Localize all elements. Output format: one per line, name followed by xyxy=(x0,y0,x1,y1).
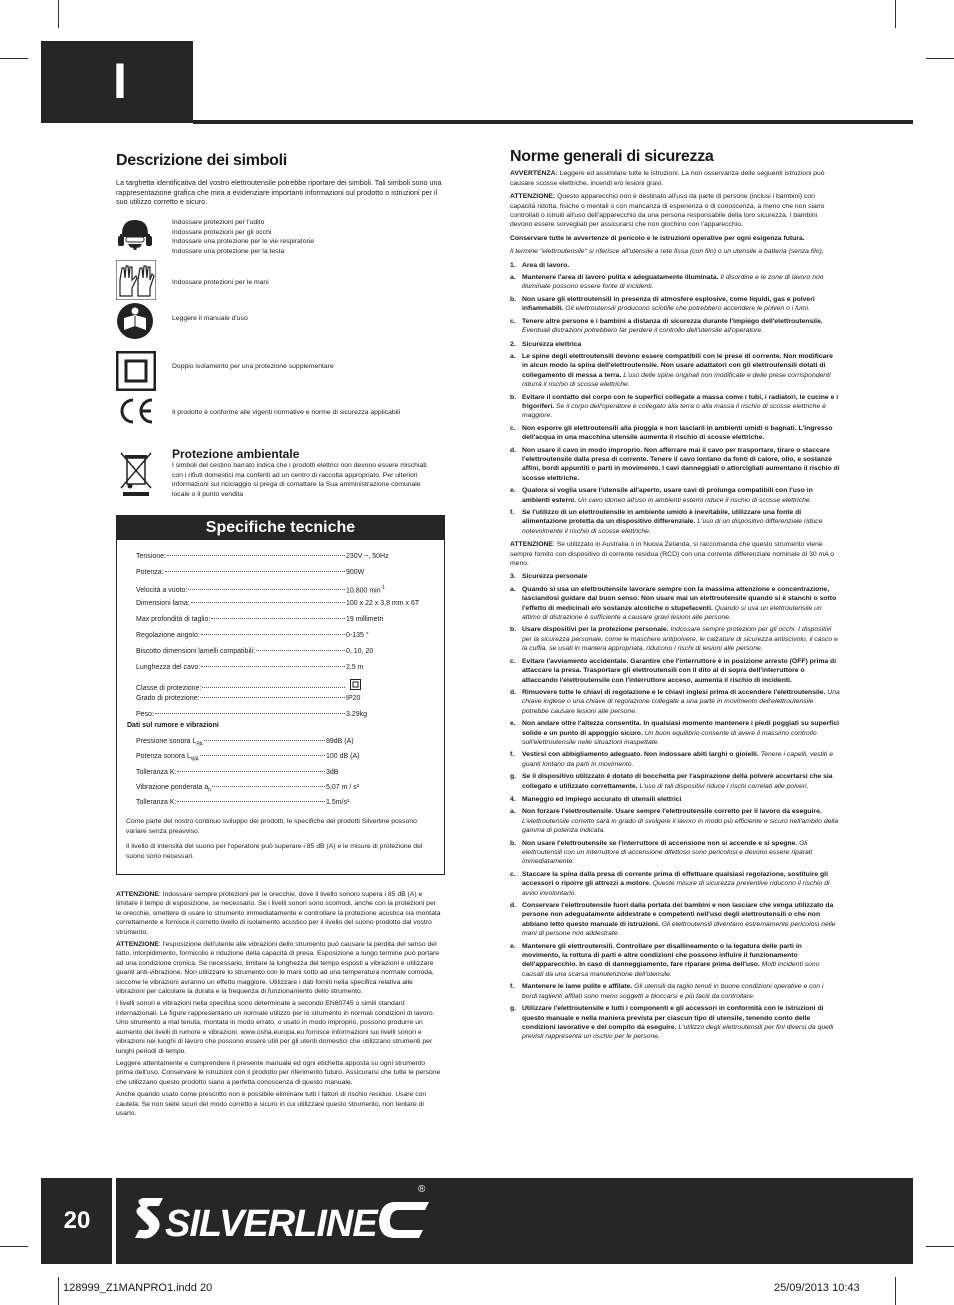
item-italic: Indossare sempre protezioni per gli occhi. I dispositivi per la sicurezza personale, come le maschere antipolvere, le calzature di sicurezza antiscivolo, il casco e la cuffia, se usati in maniera appropriata, riducono i rischi di lesioni alle persone. xyxy=(522,626,838,653)
spec-label: Grado di protezione: xyxy=(136,695,200,703)
spec-value xyxy=(346,632,426,639)
spec-value-text: 0-135 ° xyxy=(346,632,369,639)
safety-item xyxy=(510,273,840,292)
spec-value-text: 10.800 min xyxy=(346,586,381,594)
ppe-head-icon xyxy=(116,216,154,261)
item-italic: Un buon equilibrio consente di avere il massimo controllo sull'elettroutensile nelle situazioni inaspettate. xyxy=(522,729,817,746)
leader-dots xyxy=(204,740,325,741)
item-text xyxy=(522,839,840,867)
symbol-line: Indossare protezioni per l'udito xyxy=(172,219,265,226)
item-text xyxy=(522,807,840,835)
paragraph-text: : Indossare sempre protezioni per le orecchie, dove il livello sonoro supera i 85 dB (A) e limitare il tempo di esposizione, se necessario. Se i livelli sonori sono scomodi, anche con la protezioni per le orecchie, smettere di usare lo strumento immediatamente e controllare la protezione acustica sia montata correttamente e fornisce il corretto livello di isolamento acustico per il livello del suono prodotto dal vostro strumento. xyxy=(116,891,441,936)
item-letter: g. xyxy=(510,773,517,781)
safety-item xyxy=(510,870,840,898)
safety-sections-1 xyxy=(510,261,840,537)
item-text xyxy=(522,317,840,336)
leader-dots xyxy=(155,713,345,714)
header-rule xyxy=(193,120,913,124)
attenzione-lead: ATTENZIONE: xyxy=(510,193,556,201)
spec-label: Tensione: xyxy=(136,553,166,560)
spec-value xyxy=(346,553,426,560)
safety-item xyxy=(510,1004,840,1042)
section-number: 4. xyxy=(510,795,516,803)
safety-item xyxy=(510,982,840,1001)
spec-label: Lunghezza del cavo: xyxy=(136,663,201,671)
item-italic: Molti incidenti sono causati da una scarsa manutenzione dell'utensile. xyxy=(522,961,820,978)
crop-mark xyxy=(58,1277,59,1305)
registered-mark: ® xyxy=(418,1184,426,1195)
spec-row xyxy=(136,616,426,623)
noise-label xyxy=(136,738,203,747)
item-bold: Non usare gli elettroutensili in presenza di atmosfere esplosive, come liquidi, gas e polveri infiammabili. xyxy=(522,295,815,313)
item-text xyxy=(522,901,840,939)
leader-dots xyxy=(211,618,345,619)
class-ii-icon xyxy=(350,685,361,692)
paragraph-lead: ATTENZIONE xyxy=(116,941,159,949)
symbol-line: Doppio isolamento per una protezione supplementare xyxy=(172,363,334,370)
spec-value-text: 0, 10, 20 xyxy=(346,647,374,655)
symbols-intro: La targhetta identificativa del vostro elettroutensile potrebbe riportare dei simboli. Tali simboli sono una rappresentazione grafica che mira a evidenziare importanti informazioni sul prodotto o istruzioni per il suo utilizzo corretto e sicuro. xyxy=(116,178,442,207)
paragraph-text: I livelli sonori e vibrazioni nella specifica sono determinate a secondo EN60745 o simili standard internazionali. Le figure rappresentano un normale utilizzo per lo strumento in normali condizioni di lavoro. Uno strumento a mal tenuta, montata in modo errato, o usato in modo improprio, possono produrre un aumento dei livelli di rumore e vibrazioni. www.osha.europa.eu fornisce informazioni sui livelli sonori e vibrazioni nei luoghi di lavoro che possono essere utili per gli utenti domestici che utilizzano strumenti per lunghi periodi di tempo. xyxy=(116,1000,435,1055)
crop-mark xyxy=(926,1246,954,1247)
safety-conserve: Conservare tutte le avvertenze di pericolo e le istruzioni operative per ogni esigenza futura. xyxy=(510,234,805,242)
noise-label-text: Tolleranza K: xyxy=(136,799,177,807)
noise-value: 100 dB (A) xyxy=(326,753,360,761)
item-text xyxy=(522,625,840,653)
page-divider xyxy=(112,1178,116,1264)
item-text xyxy=(522,585,840,623)
item-bold: Non usare l'elettroutensile se l'interruttore di accensione non si accende e si spegne. xyxy=(522,839,798,847)
spec-label: Biscotto dimensioni lamelli compatibili: xyxy=(136,647,256,655)
item-italic: Gli elettroutensili diventano estremamente pericolosi nelle mani di persone non addestrate. xyxy=(522,920,836,938)
noise-label xyxy=(136,753,199,762)
leader-dots xyxy=(202,687,345,688)
crop-mark xyxy=(895,1277,896,1305)
noise-label xyxy=(136,799,176,806)
item-bold: Non usare il cavo in modo improprio. Non afferrare mai il cavo per trasportare, tirare o staccare l'elettroutensile dalla presa di corrente. Tenere il cavo lontano da fonti di calore, olio, e sostanze affini, bordi appuntiti o parti in movimento. I cavi danneggiati o attorcigliati aumentano il rischio di scosse elettriche. xyxy=(522,446,840,482)
symbol-line: Indossare una protezione per la testa xyxy=(172,247,285,255)
env-title: Protezione ambientale xyxy=(172,447,300,461)
section-heading xyxy=(510,340,840,349)
item-italic: Un cavo idoneo all'uso in ambienti esterni riduce il rischio di scosse elettriche. xyxy=(576,496,812,504)
section-title: Maneggio ed impiego accurato di utensili elettrici xyxy=(522,795,682,803)
item-text xyxy=(522,772,840,791)
spec-value xyxy=(346,600,426,607)
item-bold: Mantenere gli elettroutensili. Controllare per disallineamento o la legatura delle parti in movimento, la rottura di parti e altre condizioni che possono influire il funzionamento dell'apparecchio. In caso di danneggiamento, fare riparare prima dell'uso. xyxy=(522,942,802,969)
item-bold: Conservare l'elettroutensile fuori dalla portata dei bambini e non lasciare che venga utilizzato da persone non adeguatamente addestrate e competenti nell'uso degli elettroutensili o che non abbiano letto questo manuale di istruzioni. xyxy=(522,902,834,928)
spec-value xyxy=(346,664,426,671)
specs-title: Specifiche tecniche xyxy=(117,516,444,540)
item-bold: Usare dispositivi per la protezione personale. xyxy=(522,626,669,634)
spec-value-text: 3.29kg xyxy=(346,711,368,718)
item-bold: Quando si usa un elettroutensile lavorare sempre con la massima attenzione e concentrazione, lasciandosi guidare dal buon senso. Non usare mai un elettroutensile quando si è stanchi o sotto l'effetto di medicinali e/o sostanze alcoliche o stupefacenti. xyxy=(522,585,837,612)
spec-value-text: 2,5 m xyxy=(346,663,364,671)
item-letter: f. xyxy=(510,509,515,516)
item-italic: Gli elettroutensili con un interruttore di accensione difettoso sono pericolosi e devono essere riparati immediatamente. xyxy=(522,839,813,866)
item-letter: a. xyxy=(510,585,516,593)
item-bold: Mantenere l'area di lavoro pulita e adeguatamente illuminata. xyxy=(522,274,719,282)
safety-item xyxy=(510,625,840,653)
crop-mark xyxy=(926,58,954,59)
leader-dots xyxy=(201,634,345,635)
item-letter: a. xyxy=(510,274,516,282)
item-letter: d. xyxy=(510,688,517,696)
ce-mark-icon xyxy=(116,396,156,431)
item-text xyxy=(522,688,840,716)
noise-sub: PA xyxy=(196,741,203,748)
item-letter: c. xyxy=(510,870,516,878)
item-letter: b. xyxy=(510,839,517,847)
paragraph-text: : l'esposizione dell'utente alle vibrazioni dello strumento può causare la perdita del senso del tatto, intorpidimento, formicolio e riduzione della capacità di presa. Esposizione a lungo termine può portare ad una condizione cronica. Se necessario, limitare la lunghezza del tempo esposti a vibrazioni e utilizzare guanti anti-vibrazione. Non utilizzare lo strumento con le mani sotto ad una temperatura normale comoda, siccome le vibrazioni avranno un effetto maggiore. Utilizzare i dati forniti nella specifica relativa alle vibrazioni per calcolare la durata e la frequenza di funzionamento dello strumento. xyxy=(116,941,440,996)
item-bold: Staccare la spina dalla presa di corrente prima di effettuare qualsiasi regolazione, sostituire gli accessori o riporre gli attrezzi a motore. xyxy=(522,870,828,888)
item-text xyxy=(522,508,840,536)
language-tab xyxy=(41,41,193,123)
item-letter: c. xyxy=(510,317,516,325)
item-text xyxy=(522,352,840,390)
safety-item xyxy=(510,688,840,716)
item-text xyxy=(522,446,840,484)
paragraph-lead: ATTENZIONE xyxy=(116,891,159,898)
crop-mark xyxy=(895,0,896,28)
item-bold: Non andare oltre l'altezza consentita. In qualsiasi momento mantenere i piedi poggiati su superfici solide e un punto di appoggio sicuro. xyxy=(522,720,839,737)
item-bold: Se il dispositivo utilizzato è dotato di bocchetta per l'aspirazione della polvere accertarsi che sia collegato e utilizzato correttamente. xyxy=(522,773,833,790)
item-letter: e. xyxy=(510,942,516,950)
safety-item xyxy=(510,942,840,980)
spec-value-text: 230V ~, 50Hz xyxy=(346,553,389,560)
noise-row xyxy=(136,799,426,806)
item-italic: Se il corpo dell'operatore è collegato alla terra o alla massa il rischio di scosse elettriche è maggiore. xyxy=(522,402,826,420)
safety-section xyxy=(510,148,840,1042)
left-paragraph xyxy=(116,940,442,996)
symbols-section xyxy=(116,152,444,207)
item-text xyxy=(522,870,840,898)
symbol-line: Indossare protezioni per gli occhi xyxy=(172,228,272,236)
item-bold: Evitare l'avviamento accidentale. Garantire che l'interruttore è in posizione arresto (OFF) prima di attaccare la presa. Trasportare gli elettroutensili con il dito al di sopra dell'interruttore o attaccando l'elettroutensile con l'interruttore acceso, aumenta il rischio di incidenti. xyxy=(522,657,837,684)
item-bold: Non forzare l'elettroutensile. Usare sempre l'elettroutensile corretto per il lavoro da eseguire. xyxy=(522,808,822,816)
attenzione2-lead: ATTENZIONE xyxy=(510,541,553,549)
spec-row xyxy=(136,695,426,702)
crop-mark xyxy=(58,0,59,28)
item-bold: Tenere altre persone e i bambini a distanza di sicurezza durante l'impiego dell'elettroutensile. xyxy=(522,317,823,325)
section-title: Sicurezza personale xyxy=(522,573,588,581)
noise-label-text: Pressione sonora L xyxy=(136,738,197,745)
footer-file: 128999_Z1MANPRO1.indd 20 xyxy=(63,1282,213,1294)
item-text xyxy=(522,393,840,421)
symbol-line: Leggere il manuale d'uso xyxy=(172,315,248,322)
item-italic: L'utilizzo degli elettroutensili per fini diversi da quelli previsti rappresenta un rischio per le persone. xyxy=(522,1023,834,1041)
leader-dots xyxy=(191,602,345,603)
symbol-line: Il prodotto è conforme alle vigenti normative e norme di sicurezza applicabili xyxy=(172,409,401,416)
brand-wordmark: SILVERLINE xyxy=(165,1203,377,1245)
spec-value xyxy=(346,569,426,576)
spec-row xyxy=(136,585,426,594)
symbol-description xyxy=(172,278,442,288)
crop-mark xyxy=(0,1246,28,1247)
safety-item xyxy=(510,393,840,421)
leader-dots xyxy=(212,786,325,787)
noise-title: Dati sul rumore e vibrazioni xyxy=(127,722,219,729)
safety-item xyxy=(510,446,840,484)
item-italic: Queste misure di sicurezza preventive riducono il rischio di avvio involontario. xyxy=(522,880,830,897)
spec-value-text: IP20 xyxy=(346,695,361,703)
item-bold: Non esporre gli elettroutensili alla pioggia e non lasciarli in ambienti umidi o bagnati. L'ingresso dell'acqua in una macchina utensile aumenta il rischio di scosse elettriche. xyxy=(522,424,833,442)
item-letter: b. xyxy=(510,626,517,634)
avvertenza-lead: AVVERTENZA: xyxy=(510,170,558,178)
language-letter: I xyxy=(113,53,127,109)
item-letter: b. xyxy=(510,295,517,303)
item-letter: a. xyxy=(510,352,516,360)
item-bold: Mantenere le lame pulite e affilate. xyxy=(522,983,633,991)
safety-item xyxy=(510,585,840,623)
safety-item xyxy=(510,486,840,505)
page-number: 20 xyxy=(63,1207,91,1234)
left-paragraph xyxy=(116,1059,442,1087)
left-paragraph xyxy=(116,999,442,1055)
leader-dots xyxy=(167,555,345,556)
leader-dots xyxy=(177,771,325,772)
symbol-description xyxy=(172,362,442,372)
safety-item xyxy=(510,657,840,685)
read-manual-icon xyxy=(116,302,154,345)
item-text xyxy=(522,657,840,685)
noise-label-text: Potenza sonora L xyxy=(136,753,191,761)
spec-label: Peso: xyxy=(136,711,154,718)
spec-row xyxy=(136,648,426,655)
item-letter: d. xyxy=(510,446,517,454)
spec-value xyxy=(346,648,426,655)
section-heading xyxy=(510,261,840,270)
noise-value: 3dB xyxy=(326,768,339,776)
item-text xyxy=(522,982,840,1001)
safety-avvertenza xyxy=(510,169,840,188)
section-number: 2. xyxy=(510,340,516,348)
noise-value: 5,07 m / s² xyxy=(326,783,360,791)
section-heading xyxy=(510,795,840,804)
env-block xyxy=(172,447,437,499)
noise-value: 89dB (A) xyxy=(326,738,354,745)
item-letter: e. xyxy=(510,487,516,495)
crop-mark xyxy=(0,58,28,59)
symbol-description xyxy=(172,218,442,256)
safety-item xyxy=(510,424,840,443)
item-text xyxy=(522,719,840,747)
spec-row xyxy=(136,632,426,639)
safety-sections-2 xyxy=(510,572,840,1041)
leader-dots xyxy=(201,666,345,667)
item-italic: Eventuali distrazioni potrebbero far perdere il controllo dell'utensile all'operatore. xyxy=(522,327,764,335)
spec-value xyxy=(346,711,426,718)
item-letter: g. xyxy=(510,1005,517,1013)
safety-item xyxy=(510,807,840,835)
noise-row xyxy=(136,769,426,776)
item-italic: Tenere i capelli, vestiti e guanti lontano da parti in movimento. xyxy=(522,751,833,768)
safety-item xyxy=(510,295,840,314)
item-italic: L'uso delle spine originali non modificate e delle prese corrispondenti ridurrà il rischio di scosse elettriche. xyxy=(522,371,831,389)
left-paragraph xyxy=(116,890,442,937)
spec-row xyxy=(136,600,426,607)
spec-label: Max profondità di taglio: xyxy=(136,616,211,624)
noise-row xyxy=(136,738,426,747)
spec-label: Regolazione angolo: xyxy=(136,632,200,639)
item-text xyxy=(522,273,840,292)
item-bold: Le spine degli elettroutensili devono essere compatibili con le prese di corrente. Non modificare in alcun modo la spina dell'elettroutensile. Non usare adattatori con gli elettroutensili dotati di collegamento di messa a terra. xyxy=(522,352,833,379)
spec-label: Classe di protezione: xyxy=(136,685,202,693)
item-letter: f. xyxy=(510,751,515,759)
leader-dots xyxy=(200,697,345,698)
env-text: I simboli del cestino barrato indica che i prodotti elettrici non devono essere mischiati con i rifiuti domestici ma conferiti ad un centro di raccolta appropriato. Per ulteriori informazioni sul riciclaggio si prega di contattare la Sua amministrazione comunale locale o il punto vendita xyxy=(172,462,427,498)
leader-dots xyxy=(256,650,345,651)
safety-item xyxy=(510,508,840,536)
section-title: Sicurezza elettrica xyxy=(522,340,582,348)
item-letter: c. xyxy=(510,424,516,432)
safety-attenzione-2 xyxy=(510,540,840,568)
gloves-icon xyxy=(116,260,156,305)
spec-row xyxy=(136,679,426,692)
spec-row xyxy=(136,664,426,671)
leader-dots xyxy=(188,589,345,590)
item-text xyxy=(522,750,840,769)
noise-label-text: Tolleranza K: xyxy=(136,768,177,776)
item-bold: Vestirsi con abbigliamento adeguato. Non indossare abiti larghi o gioielli. xyxy=(522,751,759,759)
left-notes xyxy=(116,890,442,1121)
double-insulation-icon xyxy=(116,351,156,396)
noise-label-text: Vibrazione ponderata a xyxy=(136,783,209,791)
spec-label: Potenza: xyxy=(136,568,164,576)
symbol-description xyxy=(172,408,442,418)
safety-item xyxy=(510,901,840,939)
item-bold: Evitare il contatto del corpo con le superfici collegate a massa come i tubi, i radiatori, le cucine e i frigoriferi. xyxy=(522,393,839,410)
item-italic: L'elettroutensile corretto sarà in grado di svolgere il lavoro in modo più efficiente e sicuro nell'ambito della gamma di potenza indicata. xyxy=(522,817,839,835)
symbols-title: Descrizione dei simboli xyxy=(116,152,287,169)
item-letter: a. xyxy=(510,808,516,816)
paragraph-text: Anche quando usato come prescritto non è possibile eliminare tutti i fattori di rischio residuo. Usare con cautela. Se non siete sicuri del modo corretto e sicuro in cui utilizzare questo strumento, non tentare di usarlo. xyxy=(116,1091,427,1117)
item-italic: Una chiave inglese o una chiave di regolazione collegate a una parte in movimento dell'elettroutensile potrebbe causare lesioni alle persone. xyxy=(522,688,840,715)
item-bold: Utilizzare l'elettroutensile e tutti i componenti e gli accessori in conformità con le istruzioni di questo manuale e nella maniera prevista per ciascun tipo di utensile, tenendo conto delle condizioni lavorative e del compito da eseguire. xyxy=(522,1005,824,1031)
item-letter: d. xyxy=(510,902,517,910)
spec-label: Dimensioni lama: xyxy=(136,600,190,608)
avvertenza-text: Leggere ed assimilare tutte le istruzioni. La non osservanza delle seguenti istruzioni può causare scosse elettriche, incendi e/o lesioni gravi. xyxy=(510,170,825,187)
item-italic: Quando si usa un elettroutensile un attimo di distrazione è sufficiente a causare gravi lesioni alle persone. xyxy=(522,604,822,622)
item-text xyxy=(522,1004,840,1042)
safety-item xyxy=(510,352,840,390)
spec-value xyxy=(346,616,426,623)
item-text xyxy=(522,486,840,505)
brand-logo xyxy=(133,1184,433,1250)
section-number: 1. xyxy=(510,261,516,269)
safety-item xyxy=(510,317,840,336)
spec-row xyxy=(136,711,426,718)
noise-row xyxy=(136,753,426,762)
paragraph-text: Leggere attentamente e comprendere il presente manuale ed ogni etichetta apposta su ogni strumento prima dell'uso. Conservare le istruzioni con il prodotto per riferimento futuro. Assicurarsi che tutte le persone che utilizzano questo prodotto siano a perfetta conoscenza di questo manuale. xyxy=(116,1059,441,1086)
item-italic: L'uso di un dispositivo differenziale riduce notevolmente il rischio di scosse elettriche. xyxy=(522,518,823,535)
section-title: Area di lavoro. xyxy=(522,261,570,269)
spec-value-text: 900W xyxy=(346,568,365,576)
env-icon xyxy=(118,450,154,498)
left-paragraph xyxy=(116,1090,442,1118)
symbol-description xyxy=(172,314,442,324)
spec-value xyxy=(346,695,426,702)
noise-label xyxy=(136,769,176,776)
leader-dots xyxy=(200,755,325,756)
footer-date: 25/09/2013 10:43 xyxy=(774,1282,860,1294)
spec-sup: -1 xyxy=(380,584,386,591)
spec-row xyxy=(136,553,426,560)
item-letter: b. xyxy=(510,393,517,401)
item-italic: L'uso di tali dispositivi riduce i rischi correlati alle polveri. xyxy=(637,782,809,790)
safety-item xyxy=(510,750,840,769)
item-bold: Rimuovere tutte le chiavi di regolazione e le chiavi inglesi prima di accendere l'elettroutensile. xyxy=(522,688,826,696)
item-letter: f. xyxy=(510,983,515,991)
symbol-line: Indossare una protezione per le vie respiratorie xyxy=(172,238,315,246)
specs-note-1: Come parte del nostro continuo sviluppo dei prodotti, le specifiche dei prodotti Silverline possono variare senza preavviso. xyxy=(126,818,417,835)
spec-value xyxy=(346,679,426,692)
section-heading xyxy=(510,572,840,581)
item-text xyxy=(522,295,840,314)
safety-item xyxy=(510,839,840,867)
safety-term-note: Il termine "elettroutensile" si riferisce all'utensile a rete fissa (con filo) o un utensile a batteria (senza filo). xyxy=(510,248,824,256)
item-letter: e. xyxy=(510,720,516,728)
attenzione2-text: : Se utilizzato in Australia o in Nuova Zelanda, si raccomanda che questo strumento viene sempre fornito con dispositivo di corrente residua (RCD) con una corrente differenziale nominale di 30 mA o meno. xyxy=(510,541,835,568)
spec-row xyxy=(136,569,426,576)
spec-label: Velocità a vuoto: xyxy=(136,586,188,594)
symbol-line: Indossare protezioni per le mani xyxy=(172,279,269,286)
safety-item xyxy=(510,772,840,791)
safety-attenzione xyxy=(510,192,840,230)
noise-value: 1.5m/s² xyxy=(326,799,350,807)
item-text xyxy=(522,424,840,443)
attenzione-text: Questo apparecchio non è destinato all'uso da parte di persone (inclusi i bambini) con capacità ridotta, fisiche o mentali o con mancanza di esperienza o di conoscenza, a meno che non siano controllati o istruiti all'uso dell'apparecchio da una persona responsabile della loro sicurezza. I bambini devono essere sorvegliati per assicurarsi che non giochino con l'apparecchio. xyxy=(510,193,825,229)
specs-box xyxy=(116,515,445,875)
specs-note-2: Il livello di intensità del suono per l'operatore può superare i 85 dB (A) e le misure di protezione del suono sono necessari. xyxy=(126,843,423,860)
item-letter: c. xyxy=(510,657,516,665)
safety-title: Norme generali di sicurezza xyxy=(510,148,714,165)
item-bold: Qualora si voglia usare l'utensile all'aperto, usare cavi di prolunga compatibili con l'uso in ambienti esterni. xyxy=(522,487,813,504)
item-text xyxy=(522,942,840,980)
section-number: 3. xyxy=(510,573,516,581)
item-italic: Gli utensili da taglio tenuti in buone condizioni operative e con i bordi taglienti affilati sono meno soggetti a bloccarsi e più facili da controllare. xyxy=(522,983,824,1000)
leader-dots xyxy=(165,571,345,572)
item-bold: Se l'utilizzo di un elettroutensile in ambiente umido è inevitabile, utilizzare una fonte di alimentazione protetta da un dispositivo differenziale. xyxy=(522,509,802,526)
leader-dots xyxy=(177,801,325,802)
noise-sub: WA xyxy=(190,756,199,763)
noise-sub: h xyxy=(208,787,212,794)
spec-value xyxy=(346,585,426,594)
item-italic: Gli elettroutensili producono scintille che potrebbero accendere le polveri o i fumi. xyxy=(563,305,810,313)
noise-row xyxy=(136,784,426,793)
spec-value-text: 100 x 22 x 3,8 mm x 6T xyxy=(346,600,420,608)
spec-value-text: 19 millimetri xyxy=(346,616,384,624)
safety-item xyxy=(510,719,840,747)
noise-label xyxy=(136,784,211,793)
item-italic: Il disordine e le zone di lavoro non illuminate possono essere fonte di incidenti. xyxy=(522,274,824,291)
